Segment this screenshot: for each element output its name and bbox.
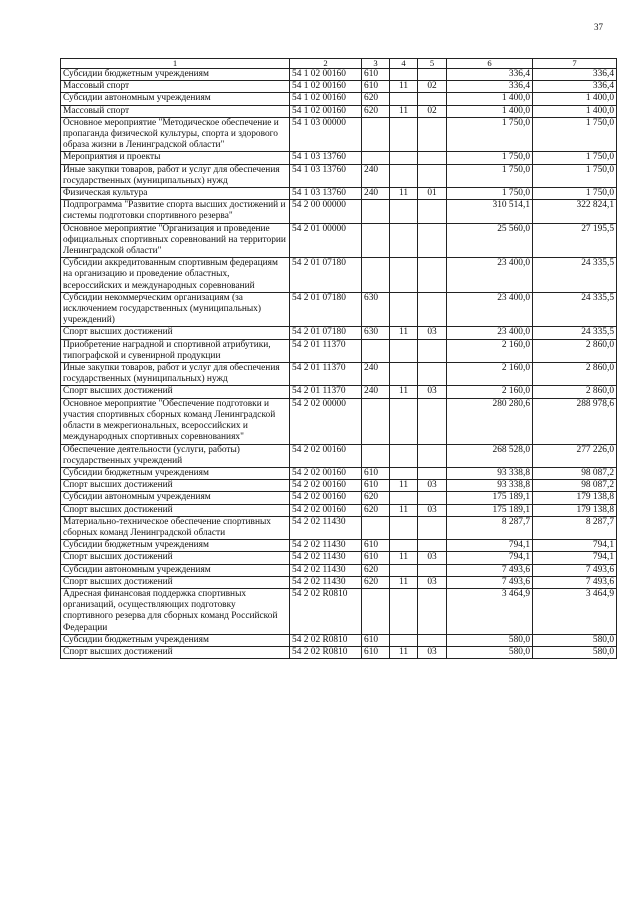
row-name: Спорт высших достижений bbox=[61, 576, 290, 588]
target-code: 54 2 02 11430 bbox=[290, 552, 362, 564]
subsection: 01 bbox=[418, 188, 447, 200]
amount-col7: 98 087,2 bbox=[533, 467, 617, 479]
amount-col6: 7 493,6 bbox=[447, 576, 533, 588]
table-row bbox=[61, 576, 617, 588]
expense-type: 610 bbox=[362, 81, 390, 93]
amount-col7: 27 195,5 bbox=[533, 223, 617, 258]
row-name: Обеспечение деятельности (услуги, работы) государственных учреждений bbox=[61, 444, 290, 467]
amount-col6: 280 280,6 bbox=[447, 398, 533, 444]
expense-type: 610 bbox=[362, 480, 390, 492]
subsection bbox=[418, 467, 447, 479]
amount-col7: 1 750,0 bbox=[533, 164, 617, 187]
amount-col7: 3 464,9 bbox=[533, 588, 617, 634]
section bbox=[390, 164, 418, 187]
section bbox=[390, 69, 418, 81]
amount-col7: 1 750,0 bbox=[533, 188, 617, 200]
table-row bbox=[61, 117, 617, 152]
target-code: 54 2 01 11370 bbox=[290, 339, 362, 362]
expense-type: 610 bbox=[362, 69, 390, 81]
amount-col7: 98 087,2 bbox=[533, 480, 617, 492]
target-code: 54 2 02 00160 bbox=[290, 444, 362, 467]
row-name: Субсидии автономным учреждениям bbox=[61, 492, 290, 504]
table-row bbox=[61, 646, 617, 658]
amount-col7: 1 750,0 bbox=[533, 152, 617, 164]
target-code: 54 2 02 00160 bbox=[290, 480, 362, 492]
section: 11 bbox=[390, 327, 418, 339]
section: 11 bbox=[390, 576, 418, 588]
expense-type bbox=[362, 152, 390, 164]
table-row bbox=[61, 292, 617, 327]
target-code: 54 1 03 13760 bbox=[290, 164, 362, 187]
row-name: Иные закупки товаров, работ и услуг для обеспечения государственных (муниципальных) нужд bbox=[61, 164, 290, 187]
amount-col7: 288 978,6 bbox=[533, 398, 617, 444]
section: 11 bbox=[390, 188, 418, 200]
subsection bbox=[418, 152, 447, 164]
expense-type bbox=[362, 398, 390, 444]
expense-type: 620 bbox=[362, 576, 390, 588]
table-row bbox=[61, 480, 617, 492]
target-code: 54 1 02 00160 bbox=[290, 93, 362, 105]
section bbox=[390, 588, 418, 634]
row-name: Субсидии автономным учреждениям bbox=[61, 93, 290, 105]
subsection: 03 bbox=[418, 504, 447, 516]
row-name: Приобретение наградной и спортивной атрибутики, типографской и сувенирной продукции bbox=[61, 339, 290, 362]
amount-col7: 336,4 bbox=[533, 69, 617, 81]
table-row bbox=[61, 444, 617, 467]
expense-type bbox=[362, 516, 390, 539]
section bbox=[390, 467, 418, 479]
subsection bbox=[418, 398, 447, 444]
amount-col7: 24 335,5 bbox=[533, 327, 617, 339]
row-name: Субсидии аккредитованным спортивным федерациям на организацию и проведение областных, всероссийских и международных соревнований bbox=[61, 258, 290, 293]
target-code: 54 2 01 07180 bbox=[290, 327, 362, 339]
amount-col7: 322 824,1 bbox=[533, 200, 617, 223]
target-code: 54 2 02 R0810 bbox=[290, 646, 362, 658]
section bbox=[390, 634, 418, 646]
target-code: 54 2 02 11430 bbox=[290, 576, 362, 588]
target-code: 54 1 03 13760 bbox=[290, 152, 362, 164]
subsection: 03 bbox=[418, 327, 447, 339]
column-header: 6 bbox=[447, 59, 533, 69]
table-row bbox=[61, 386, 617, 398]
section bbox=[390, 564, 418, 576]
column-header: 2 bbox=[290, 59, 362, 69]
amount-col6: 1 750,0 bbox=[447, 164, 533, 187]
subsection bbox=[418, 564, 447, 576]
column-header: 7 bbox=[533, 59, 617, 69]
table-row bbox=[61, 634, 617, 646]
subsection bbox=[418, 516, 447, 539]
subsection bbox=[418, 634, 447, 646]
target-code: 54 2 01 11370 bbox=[290, 363, 362, 386]
amount-col6: 23 400,0 bbox=[447, 292, 533, 327]
expense-type bbox=[362, 444, 390, 467]
table-row bbox=[61, 327, 617, 339]
section bbox=[390, 540, 418, 552]
expense-type: 630 bbox=[362, 292, 390, 327]
row-name: Субсидии бюджетным учреждениям bbox=[61, 540, 290, 552]
row-name: Иные закупки товаров, работ и услуг для обеспечения государственных (муниципальных) нужд bbox=[61, 363, 290, 386]
section bbox=[390, 258, 418, 293]
row-name: Спорт высших достижений bbox=[61, 480, 290, 492]
target-code: 54 1 03 13760 bbox=[290, 188, 362, 200]
target-code: 54 2 00 00000 bbox=[290, 200, 362, 223]
subsection bbox=[418, 93, 447, 105]
amount-col7: 1 400,0 bbox=[533, 93, 617, 105]
table-row bbox=[61, 188, 617, 200]
section bbox=[390, 492, 418, 504]
expense-type: 620 bbox=[362, 504, 390, 516]
table-row bbox=[61, 258, 617, 293]
expense-type: 240 bbox=[362, 188, 390, 200]
section bbox=[390, 152, 418, 164]
amount-col6: 25 560,0 bbox=[447, 223, 533, 258]
expense-type: 620 bbox=[362, 105, 390, 117]
subsection bbox=[418, 258, 447, 293]
column-header: 4 bbox=[390, 59, 418, 69]
expense-type: 610 bbox=[362, 552, 390, 564]
table-row bbox=[61, 200, 617, 223]
table-row bbox=[61, 164, 617, 187]
subsection: 03 bbox=[418, 552, 447, 564]
expense-type: 620 bbox=[362, 492, 390, 504]
target-code: 54 2 01 11370 bbox=[290, 386, 362, 398]
amount-col6: 1 750,0 bbox=[447, 152, 533, 164]
row-name: Субсидии автономным учреждениям bbox=[61, 564, 290, 576]
amount-col6: 2 160,0 bbox=[447, 339, 533, 362]
amount-col6: 1 400,0 bbox=[447, 93, 533, 105]
target-code: 54 2 02 R0810 bbox=[290, 588, 362, 634]
amount-col7: 24 335,5 bbox=[533, 292, 617, 327]
subsection bbox=[418, 200, 447, 223]
subsection: 03 bbox=[418, 646, 447, 658]
table-row bbox=[61, 105, 617, 117]
amount-col6: 580,0 bbox=[447, 634, 533, 646]
expense-type: 620 bbox=[362, 93, 390, 105]
budget-table bbox=[60, 58, 617, 659]
amount-col7: 277 226,0 bbox=[533, 444, 617, 467]
row-name: Массовый спорт bbox=[61, 105, 290, 117]
table-row bbox=[61, 492, 617, 504]
section bbox=[390, 444, 418, 467]
section bbox=[390, 223, 418, 258]
amount-col7: 179 138,8 bbox=[533, 504, 617, 516]
amount-col6: 1 400,0 bbox=[447, 105, 533, 117]
table-row bbox=[61, 516, 617, 539]
column-header: 5 bbox=[418, 59, 447, 69]
subsection bbox=[418, 540, 447, 552]
target-code: 54 2 02 00160 bbox=[290, 492, 362, 504]
amount-col6: 2 160,0 bbox=[447, 386, 533, 398]
amount-col6: 1 750,0 bbox=[447, 117, 533, 152]
target-code: 54 1 02 00160 bbox=[290, 69, 362, 81]
row-name: Субсидии бюджетным учреждениям bbox=[61, 634, 290, 646]
subsection: 02 bbox=[418, 81, 447, 93]
target-code: 54 2 01 07180 bbox=[290, 258, 362, 293]
amount-col7: 2 860,0 bbox=[533, 386, 617, 398]
section bbox=[390, 516, 418, 539]
table-row bbox=[61, 152, 617, 164]
section: 11 bbox=[390, 504, 418, 516]
row-name: Массовый спорт bbox=[61, 81, 290, 93]
section: 11 bbox=[390, 386, 418, 398]
section: 11 bbox=[390, 81, 418, 93]
subsection bbox=[418, 339, 447, 362]
amount-col6: 93 338,8 bbox=[447, 480, 533, 492]
subsection bbox=[418, 588, 447, 634]
row-name: Субсидии бюджетным учреждениям bbox=[61, 467, 290, 479]
amount-col7: 1 400,0 bbox=[533, 105, 617, 117]
row-name: Адресная финансовая поддержка спортивных организаций, осуществляющих подготовку спортивного резерва для сборных команд Российской Федерации bbox=[61, 588, 290, 634]
target-code: 54 1 02 00160 bbox=[290, 81, 362, 93]
expense-type: 240 bbox=[362, 164, 390, 187]
table-row bbox=[61, 93, 617, 105]
row-name: Спорт высших достижений bbox=[61, 552, 290, 564]
subsection: 03 bbox=[418, 386, 447, 398]
amount-col6: 7 493,6 bbox=[447, 564, 533, 576]
subsection bbox=[418, 69, 447, 81]
row-name: Спорт высших достижений bbox=[61, 504, 290, 516]
table-row bbox=[61, 223, 617, 258]
amount-col6: 794,1 bbox=[447, 552, 533, 564]
amount-col6: 310 514,1 bbox=[447, 200, 533, 223]
amount-col7: 2 860,0 bbox=[533, 363, 617, 386]
row-name: Подпрограмма "Развитие спорта высших достижений и системы подготовки спортивного резерва" bbox=[61, 200, 290, 223]
target-code: 54 1 03 00000 bbox=[290, 117, 362, 152]
section: 11 bbox=[390, 480, 418, 492]
expense-type: 630 bbox=[362, 327, 390, 339]
section bbox=[390, 117, 418, 152]
expense-type bbox=[362, 258, 390, 293]
amount-col6: 3 464,9 bbox=[447, 588, 533, 634]
subsection: 02 bbox=[418, 105, 447, 117]
expense-type bbox=[362, 588, 390, 634]
table-row bbox=[61, 398, 617, 444]
section: 11 bbox=[390, 552, 418, 564]
expense-type: 610 bbox=[362, 634, 390, 646]
amount-col6: 2 160,0 bbox=[447, 363, 533, 386]
expense-type: 610 bbox=[362, 467, 390, 479]
amount-col7: 8 287,7 bbox=[533, 516, 617, 539]
expense-type: 610 bbox=[362, 646, 390, 658]
amount-col7: 336,4 bbox=[533, 81, 617, 93]
target-code: 54 2 02 11430 bbox=[290, 516, 362, 539]
table-header-row bbox=[61, 59, 617, 69]
amount-col7: 794,1 bbox=[533, 540, 617, 552]
amount-col7: 7 493,6 bbox=[533, 564, 617, 576]
row-name: Основное мероприятие "Организация и проведение официальных спортивных соревнований на территории Ленинградской области" bbox=[61, 223, 290, 258]
subsection: 03 bbox=[418, 480, 447, 492]
target-code: 54 2 02 11430 bbox=[290, 540, 362, 552]
amount-col6: 580,0 bbox=[447, 646, 533, 658]
row-name: Спорт высших достижений bbox=[61, 646, 290, 658]
section bbox=[390, 339, 418, 362]
subsection bbox=[418, 223, 447, 258]
target-code: 54 2 02 00000 bbox=[290, 398, 362, 444]
amount-col6: 23 400,0 bbox=[447, 258, 533, 293]
table-row bbox=[61, 81, 617, 93]
column-header: 3 bbox=[362, 59, 390, 69]
amount-col7: 1 750,0 bbox=[533, 117, 617, 152]
row-name: Основное мероприятие "Обеспечение подготовки и участия спортивных сборных команд Ленинградской области в межрегиональных, всероссийских и международных спортивных соревнованиях" bbox=[61, 398, 290, 444]
table-row bbox=[61, 363, 617, 386]
table-row bbox=[61, 564, 617, 576]
amount-col6: 23 400,0 bbox=[447, 327, 533, 339]
section: 11 bbox=[390, 105, 418, 117]
target-code: 54 1 02 00160 bbox=[290, 105, 362, 117]
subsection bbox=[418, 492, 447, 504]
amount-col7: 580,0 bbox=[533, 634, 617, 646]
table-row bbox=[61, 467, 617, 479]
amount-col6: 268 528,0 bbox=[447, 444, 533, 467]
target-code: 54 2 02 11430 bbox=[290, 564, 362, 576]
amount-col7: 2 860,0 bbox=[533, 339, 617, 362]
expense-type: 240 bbox=[362, 363, 390, 386]
row-name: Физическая культура bbox=[61, 188, 290, 200]
row-name: Мероприятия и проекты bbox=[61, 152, 290, 164]
amount-col7: 794,1 bbox=[533, 552, 617, 564]
subsection bbox=[418, 292, 447, 327]
expense-type bbox=[362, 117, 390, 152]
amount-col7: 179 138,8 bbox=[533, 492, 617, 504]
section bbox=[390, 398, 418, 444]
amount-col6: 336,4 bbox=[447, 69, 533, 81]
expense-type bbox=[362, 339, 390, 362]
section bbox=[390, 93, 418, 105]
amount-col7: 7 493,6 bbox=[533, 576, 617, 588]
table-row bbox=[61, 339, 617, 362]
subsection bbox=[418, 363, 447, 386]
table-row bbox=[61, 69, 617, 81]
expense-type: 620 bbox=[362, 564, 390, 576]
target-code: 54 2 02 R0810 bbox=[290, 634, 362, 646]
amount-col6: 8 287,7 bbox=[447, 516, 533, 539]
subsection: 03 bbox=[418, 576, 447, 588]
row-name: Основное мероприятие "Методическое обеспечение и пропаганда физической культуры, спорта и здорового образа жизни в Ленинградской области" bbox=[61, 117, 290, 152]
table-row bbox=[61, 588, 617, 634]
subsection bbox=[418, 164, 447, 187]
amount-col6: 1 750,0 bbox=[447, 188, 533, 200]
table-row bbox=[61, 540, 617, 552]
column-header: 1 bbox=[61, 59, 290, 69]
target-code: 54 2 02 00160 bbox=[290, 504, 362, 516]
table-body bbox=[61, 69, 617, 659]
amount-col6: 794,1 bbox=[447, 540, 533, 552]
target-code: 54 2 02 00160 bbox=[290, 467, 362, 479]
target-code: 54 2 01 00000 bbox=[290, 223, 362, 258]
row-name: Материально-техническое обеспечение спортивных сборных команд Ленинградской области bbox=[61, 516, 290, 539]
row-name: Спорт высших достижений bbox=[61, 327, 290, 339]
row-name: Спорт высших достижений bbox=[61, 386, 290, 398]
target-code: 54 2 01 07180 bbox=[290, 292, 362, 327]
table-row bbox=[61, 504, 617, 516]
expense-type bbox=[362, 200, 390, 223]
row-name: Субсидии бюджетным учреждениям bbox=[61, 69, 290, 81]
amount-col6: 175 189,1 bbox=[447, 492, 533, 504]
page-number: 37 bbox=[594, 22, 603, 32]
expense-type bbox=[362, 223, 390, 258]
row-name: Субсидии некоммерческим организациям (за исключением государственных (муниципальных) учреждений) bbox=[61, 292, 290, 327]
subsection bbox=[418, 444, 447, 467]
section bbox=[390, 200, 418, 223]
section: 11 bbox=[390, 646, 418, 658]
expense-type: 240 bbox=[362, 386, 390, 398]
amount-col7: 24 335,5 bbox=[533, 258, 617, 293]
amount-col6: 175 189,1 bbox=[447, 504, 533, 516]
subsection bbox=[418, 117, 447, 152]
expense-type: 610 bbox=[362, 540, 390, 552]
amount-col7: 580,0 bbox=[533, 646, 617, 658]
section bbox=[390, 363, 418, 386]
table-row bbox=[61, 552, 617, 564]
amount-col6: 93 338,8 bbox=[447, 467, 533, 479]
section bbox=[390, 292, 418, 327]
amount-col6: 336,4 bbox=[447, 81, 533, 93]
